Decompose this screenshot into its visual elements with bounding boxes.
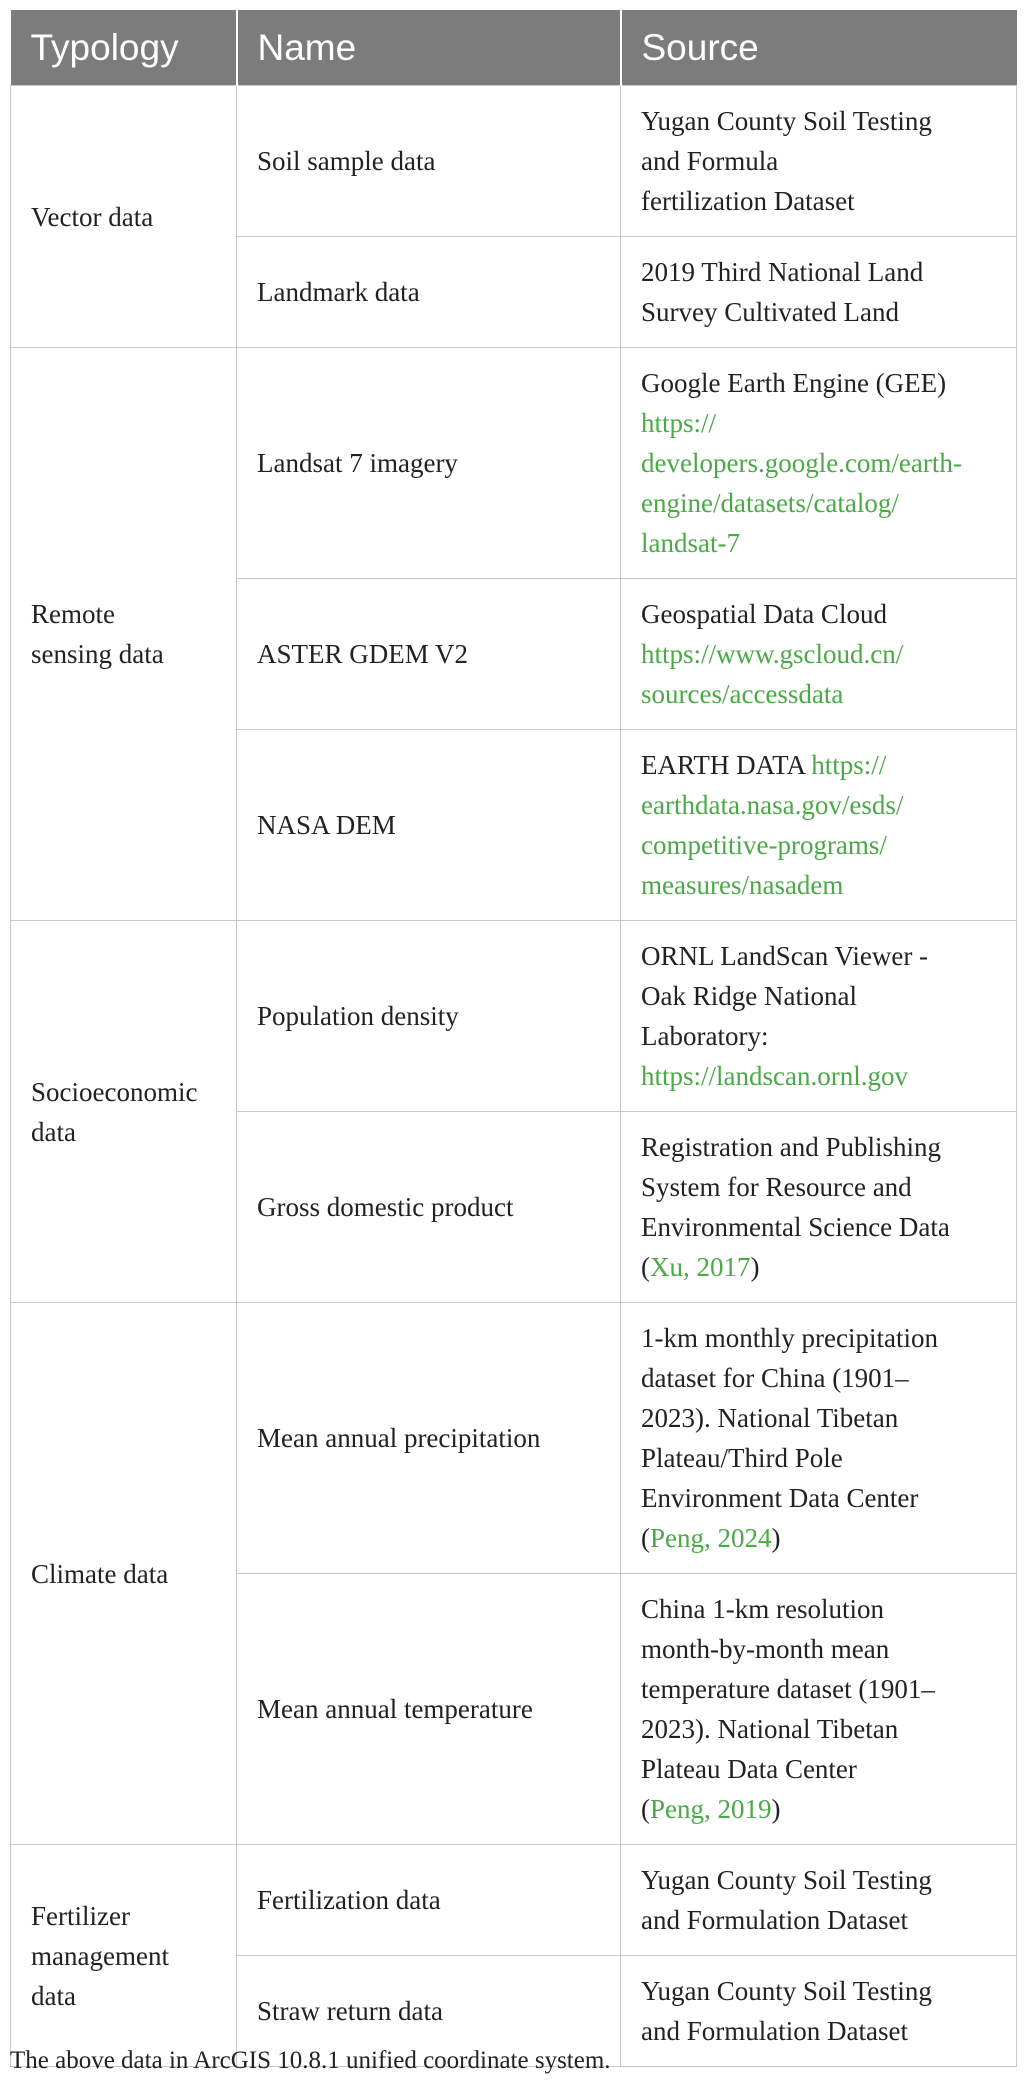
citation-paren: ) bbox=[771, 1523, 781, 1553]
typology-label: Vector data bbox=[31, 201, 154, 232]
table-footnote: The above data in ArcGIS 10.8.1 unified coordinate system. bbox=[10, 2047, 611, 2074]
citation-paren: ( bbox=[641, 1523, 650, 1553]
table-header-row bbox=[11, 10, 1017, 86]
source-cell bbox=[621, 1574, 1017, 1845]
source-line: fertilization Dataset bbox=[641, 186, 855, 216]
typology-cell-fertilizer bbox=[11, 1845, 237, 2067]
source-line: dataset for China (1901– bbox=[641, 1363, 909, 1393]
typology-label: Climate data bbox=[31, 1558, 169, 1589]
citation-paren: ( bbox=[641, 1794, 650, 1824]
name-cell: Straw return data bbox=[237, 1956, 621, 2067]
source-line: Yugan County Soil Testing bbox=[641, 106, 932, 136]
name-cell: Mean annual temperature bbox=[237, 1574, 621, 1845]
source-line: temperature dataset (1901– bbox=[641, 1674, 935, 1704]
source-cell bbox=[621, 1845, 1017, 1956]
source-line: Environmental Science Data bbox=[641, 1212, 950, 1242]
source-link[interactable]: https://www.gscloud.cn/ bbox=[641, 639, 904, 669]
source-line: Laboratory: bbox=[641, 1021, 769, 1051]
source-cell bbox=[621, 921, 1017, 1112]
source-cell bbox=[621, 579, 1017, 730]
name-cell: Gross domestic product bbox=[237, 1112, 621, 1303]
citation-paren: ( bbox=[641, 1252, 650, 1282]
source-line: Oak Ridge National bbox=[641, 981, 857, 1011]
name-cell: Mean annual precipitation bbox=[237, 1303, 621, 1574]
name-cell: Soil sample data bbox=[237, 86, 621, 237]
table-row bbox=[11, 1303, 1017, 1574]
source-line: 1-km monthly precipitation bbox=[641, 1323, 938, 1353]
citation-paren: ) bbox=[771, 1794, 781, 1824]
source-line: Yugan County Soil Testing bbox=[641, 1976, 932, 2006]
source-line: Environment Data Center bbox=[641, 1483, 919, 1513]
source-cell bbox=[621, 348, 1017, 579]
typology-cell-remote bbox=[11, 348, 237, 921]
source-line: and Formulation Dataset bbox=[641, 1905, 908, 1935]
typology-label: Socioeconomic bbox=[31, 1076, 198, 1107]
source-link[interactable]: https://landscan.ornl.gov bbox=[641, 1061, 908, 1091]
typology-cell-climate bbox=[11, 1303, 237, 1845]
source-line: ORNL LandScan Viewer - bbox=[641, 941, 929, 971]
source-line: Plateau/Third Pole bbox=[641, 1443, 843, 1473]
source-line: 2023). National Tibetan bbox=[641, 1403, 899, 1433]
typology-cell-vector bbox=[11, 86, 237, 348]
source-line: Plateau Data Center bbox=[641, 1754, 857, 1784]
source-link[interactable]: earthdata.nasa.gov/esds/ bbox=[641, 790, 904, 820]
data-sources-table-container bbox=[10, 10, 1016, 2067]
name-cell: NASA DEM bbox=[237, 730, 621, 921]
typology-label: sensing data bbox=[31, 639, 164, 669]
source-link[interactable]: developers.google.com/earth- bbox=[641, 448, 962, 478]
source-link[interactable]: https:// bbox=[641, 408, 717, 438]
data-sources-table bbox=[10, 10, 1017, 2067]
source-cell bbox=[621, 86, 1017, 237]
typology-label: Remote bbox=[31, 599, 115, 629]
table-row bbox=[11, 86, 1017, 237]
source-line: Yugan County Soil Testing bbox=[641, 1865, 932, 1895]
typology-cell-socioeconomic bbox=[11, 921, 237, 1303]
source-line: 2019 Third National Land bbox=[641, 257, 924, 287]
source-link[interactable]: https:// bbox=[811, 750, 887, 780]
citation-link[interactable]: Peng, 2019 bbox=[650, 1794, 772, 1824]
source-line: month-by-month mean bbox=[641, 1634, 890, 1664]
source-line: Survey Cultivated Land bbox=[641, 297, 899, 327]
source-cell bbox=[621, 730, 1017, 921]
source-link[interactable]: sources/accessdata bbox=[641, 679, 844, 709]
citation-paren: ) bbox=[750, 1252, 760, 1282]
source-cell bbox=[621, 1956, 1017, 2067]
source-link[interactable]: competitive-programs/ bbox=[641, 830, 887, 860]
table-row bbox=[11, 921, 1017, 1112]
citation-link[interactable]: Peng, 2024 bbox=[650, 1523, 772, 1553]
source-line: System for Resource and bbox=[641, 1172, 912, 1202]
source-line: 2023). National Tibetan bbox=[641, 1714, 899, 1744]
source-line: and Formula bbox=[641, 146, 779, 176]
name-cell: Population density bbox=[237, 921, 621, 1112]
typology-label: data bbox=[31, 1116, 76, 1147]
typology-label: management bbox=[31, 1940, 169, 1971]
source-cell bbox=[621, 237, 1017, 348]
source-line: Google Earth Engine (GEE) bbox=[641, 368, 947, 398]
source-line: Registration and Publishing bbox=[641, 1132, 941, 1162]
source-link[interactable]: measures/nasadem bbox=[641, 870, 844, 900]
name-cell: ASTER GDEM V2 bbox=[237, 579, 621, 730]
name-cell: Landsat 7 imagery bbox=[237, 348, 621, 579]
typology-label: Fertilizer bbox=[31, 1900, 130, 1931]
header-name: Name bbox=[237, 10, 621, 86]
source-line: and Formulation Dataset bbox=[641, 2016, 908, 2046]
name-cell: Landmark data bbox=[237, 237, 621, 348]
source-line: China 1-km resolution bbox=[641, 1594, 884, 1624]
header-typology: Typology bbox=[11, 10, 237, 86]
source-cell bbox=[621, 1303, 1017, 1574]
source-line: Geospatial Data Cloud bbox=[641, 599, 887, 629]
source-cell bbox=[621, 1112, 1017, 1303]
citation-link[interactable]: Xu, 2017 bbox=[650, 1252, 751, 1282]
table-row bbox=[11, 348, 1017, 579]
source-link[interactable]: engine/datasets/catalog/ bbox=[641, 488, 899, 518]
header-source: Source bbox=[621, 10, 1017, 86]
typology-label: data bbox=[31, 1980, 76, 2011]
source-line: EARTH DATA bbox=[641, 750, 805, 780]
table-row bbox=[11, 1845, 1017, 1956]
name-cell: Fertilization data bbox=[237, 1845, 621, 1956]
source-link[interactable]: landsat-7 bbox=[641, 528, 740, 558]
